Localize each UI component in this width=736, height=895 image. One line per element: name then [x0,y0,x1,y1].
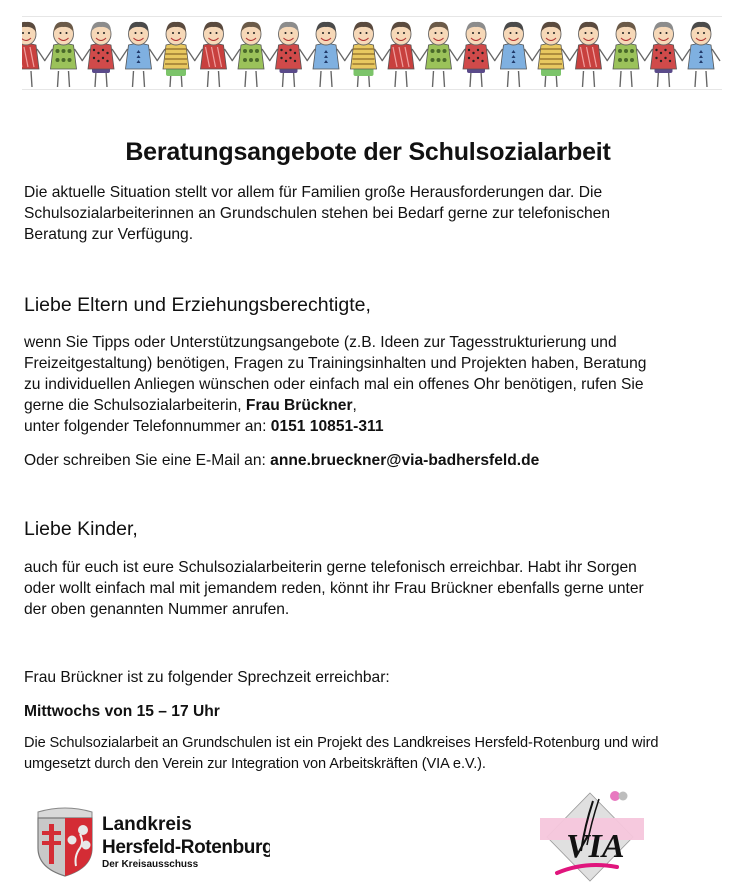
svg-text:Landkreis: Landkreis [102,814,192,835]
children-holding-hands-illustration [22,17,722,89]
parents-heading: Liebe Eltern und Erziehungsberechtigte, [24,294,371,316]
parents-paragraph [24,332,714,437]
child-figure-icon [270,22,308,87]
phone-line: unter folgender Telefonnummer an: 0151 10851-311 [24,418,384,435]
intro-paragraph [24,182,714,245]
parents-line: zu individuellen Anliegen wünschen oder einfach mal ein offenes Ohr benötigen, rufen Sie [24,376,644,393]
office-hours-time: Mittwochs von 15 – 17 Uhr [24,703,220,720]
child-figure-icon [607,22,645,87]
project-note-line: umgesetzt durch den Verein zur Integration von Arbeitskräften (VIA e.V.). [24,756,486,772]
child-figure-icon [570,22,608,87]
contact-name: Frau Brückner [245,397,353,414]
svg-text:VIA: VIA [566,828,625,865]
child-figure-icon [345,22,383,87]
child-figure-icon [157,22,195,87]
svg-text:Hersfeld-Rotenburg: Hersfeld-Rotenburg [102,837,270,858]
parents-line: gerne die Schulsozialarbeiterin, Frau Brückner, [24,397,357,414]
via-logo [535,785,650,885]
landkreis-crest-icon [30,800,270,880]
office-hours-label: Frau Brückner ist zu folgender Sprechzeit erreichbar: [24,669,390,686]
child-figure-icon [22,22,45,87]
email-address-link[interactable]: anne.brueckner@via-badhersfeld.de [270,452,540,469]
child-figure-icon [457,22,495,87]
via-logo-icon [535,785,650,885]
email-line: Oder schreiben Sie eine E-Mail an: anne.brueckner@via-badhersfeld.de [24,452,540,469]
child-figure-icon [307,22,345,87]
parents-line: wenn Sie Tipps oder Unterstützungsangebote (z.B. Ideen zur Tagesstrukturierung und [24,334,617,351]
children-line: auch für euch ist eure Schulsozialarbeiterin gerne telefonisch erreichbar. Habt ihr Sorgen [24,559,637,576]
child-figure-icon [195,22,233,87]
child-figure-icon [532,22,570,87]
child-figure-icon [645,22,683,87]
child-figure-icon [120,22,158,87]
children-line: oder wollt einfach mal mit jemandem reden, könnt ihr Frau Brückner ebenfalls gerne unter [24,580,644,597]
child-figure-icon [420,22,458,87]
children-heading: Liebe Kinder, [24,518,138,540]
intro-line: Schulsozialarbeiterinnen an Grundschulen stehen bei Bedarf gerne zur telefonischen [24,205,611,222]
phone-number[interactable]: 0151 10851-311 [270,418,384,435]
child-figure-icon [682,22,720,87]
child-figure-icon [495,22,533,87]
children-paragraph [24,557,714,620]
project-note-line: Die Schulsozialarbeit an Grundschulen ist ein Projekt des Landkreises Hersfeld-Rotenburg und wird [24,735,659,751]
child-figure-icon [232,22,270,87]
parents-line: Freizeitgestaltung) benötigen, Fragen zu Trainingsinhalten und Projekten haben, Beratung [24,355,647,372]
svg-text:Der Kreisausschuss: Der Kreisausschuss [102,859,199,870]
project-note [24,733,714,775]
intro-line: Beratung zur Verfügung. [24,226,194,243]
landkreis-logo [30,800,270,880]
children-line: der oben genannten Nummer anrufen. [24,601,290,618]
child-figure-icon [82,22,120,87]
page-title: Beratungsangebote der Schulsozialarbeit [125,138,611,166]
intro-line: Die aktuelle Situation stellt vor allem für Familien große Herausforderungen dar. Die [24,184,603,201]
child-figure-icon [382,22,420,87]
children-banner-image [22,16,722,90]
child-figure-icon [45,22,83,87]
